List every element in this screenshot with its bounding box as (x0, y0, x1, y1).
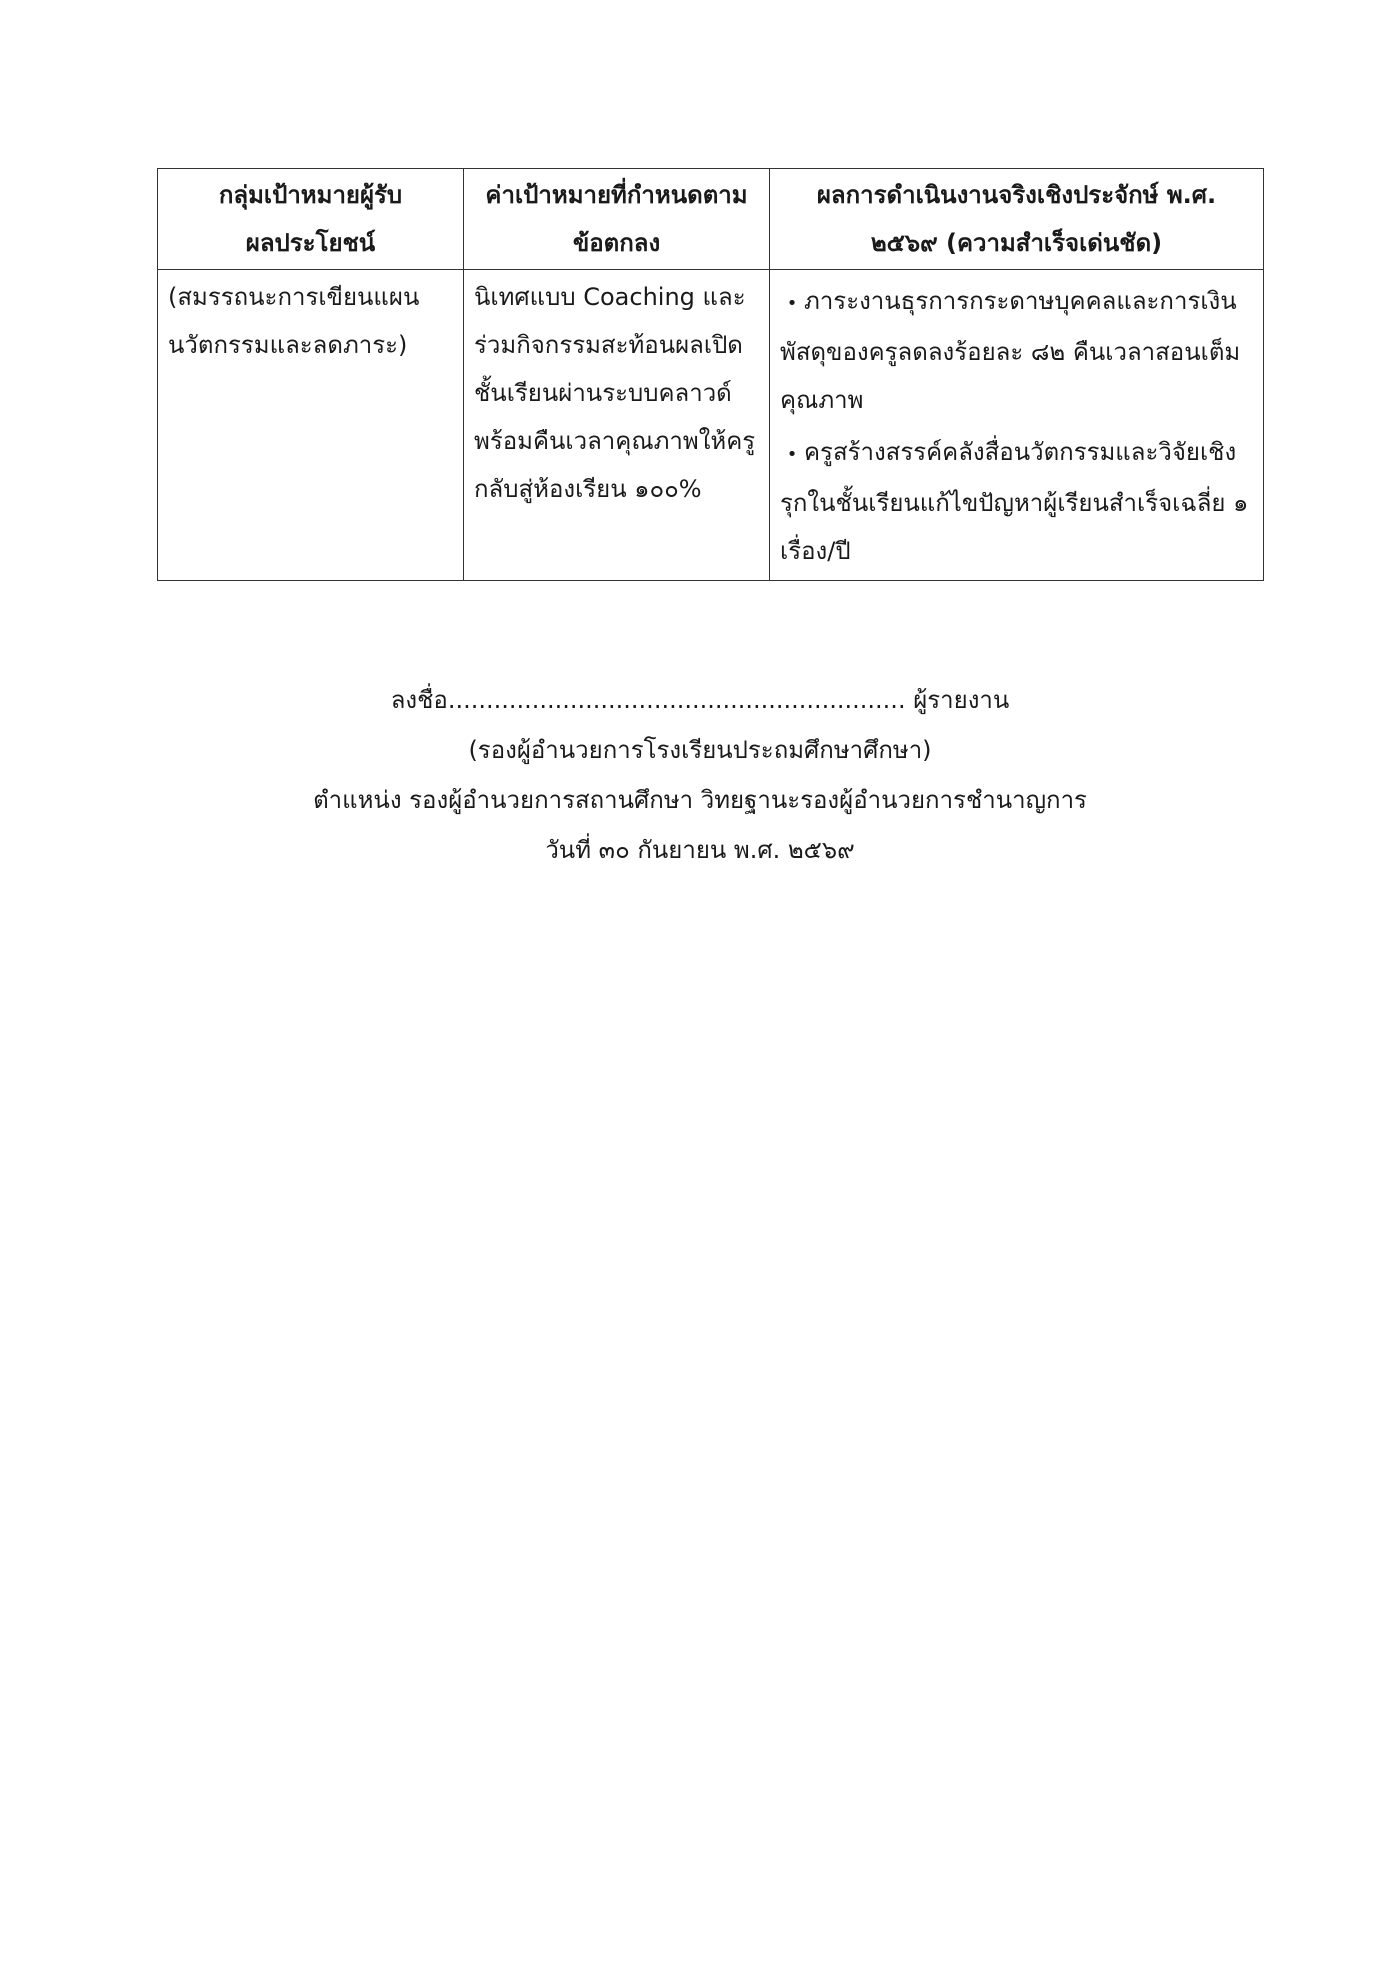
cell-text: กลับสู่ห้องเรียน ๑๐๐% (474, 475, 702, 503)
result-bullet-item (780, 428, 1253, 575)
result-bullet-item (780, 277, 1253, 424)
cell-target-group (158, 270, 464, 581)
signature-line: ลงชื่อ............................................................ ผู้รายงาน (390, 686, 1010, 714)
cell-text: (สมรรถนะการเขียนแผน (168, 283, 420, 311)
cell-text: พร้อมคืนเวลาคุณภาพให้ครู (474, 427, 756, 455)
header-text: กลุ่มเป้าหมายผู้รับ (218, 181, 403, 209)
bullet-icon: • (786, 444, 798, 465)
bullet-text: ภาระงานธุรการกระดาษบุคคลและการเงินพัสดุของครูลดลงร้อยละ ๘๒ คืนเวลาสอนเต็มคุณภาพ (780, 287, 1241, 414)
performance-table (157, 168, 1264, 581)
signature-date: วันที่ ๓๐ กันยายน พ.ศ. ๒๕๖๙ (545, 836, 855, 864)
cell-target-value (464, 270, 770, 581)
bullet-text: ครูสร้างสรรค์คลังสื่อนวัตกรรมและวิจัยเชิงรุกในชั้นเรียนแก้ไขปัญหาผู้เรียนสำเร็จเฉลี่ย ๑ เรื่อง/ปี (780, 438, 1249, 565)
signature-block (200, 675, 1200, 875)
cell-text: ชั้นเรียนผ่านระบบคลาวด์ (474, 379, 732, 407)
cell-text: นิเทศแบบ Coaching และ (474, 283, 746, 311)
table-row (158, 270, 1264, 581)
cell-actual-results (770, 270, 1264, 581)
table-header-row (158, 169, 1264, 270)
header-text: ผลประโยชน์ (245, 229, 376, 257)
signer-name: (รองผู้อำนวยการโรงเรียนประถมศึกษาศึกษา) (468, 736, 932, 764)
header-text: ข้อตกลง (572, 229, 661, 257)
header-text: ๒๕๖๙ (ความสำเร็จเด่นชัด) (870, 229, 1163, 257)
cell-text: ร่วมกิจกรรมสะท้อนผลเปิด (474, 331, 743, 359)
header-target-group (158, 169, 464, 270)
header-text: ผลการดำเนินงานจริงเชิงประจักษ์ พ.ศ. (816, 181, 1217, 209)
header-text: ค่าเป้าหมายที่กำหนดตาม (485, 181, 748, 209)
header-actual-results (770, 169, 1264, 270)
cell-text: นวัตกรรมและลดภาระ) (168, 331, 408, 359)
header-target-value (464, 169, 770, 270)
signer-position: ตำแหน่ง รองผู้อำนวยการสถานศึกษา วิทยฐานะรองผู้อำนวยการชำนาญการ (313, 786, 1087, 814)
bullet-icon: • (786, 293, 798, 314)
